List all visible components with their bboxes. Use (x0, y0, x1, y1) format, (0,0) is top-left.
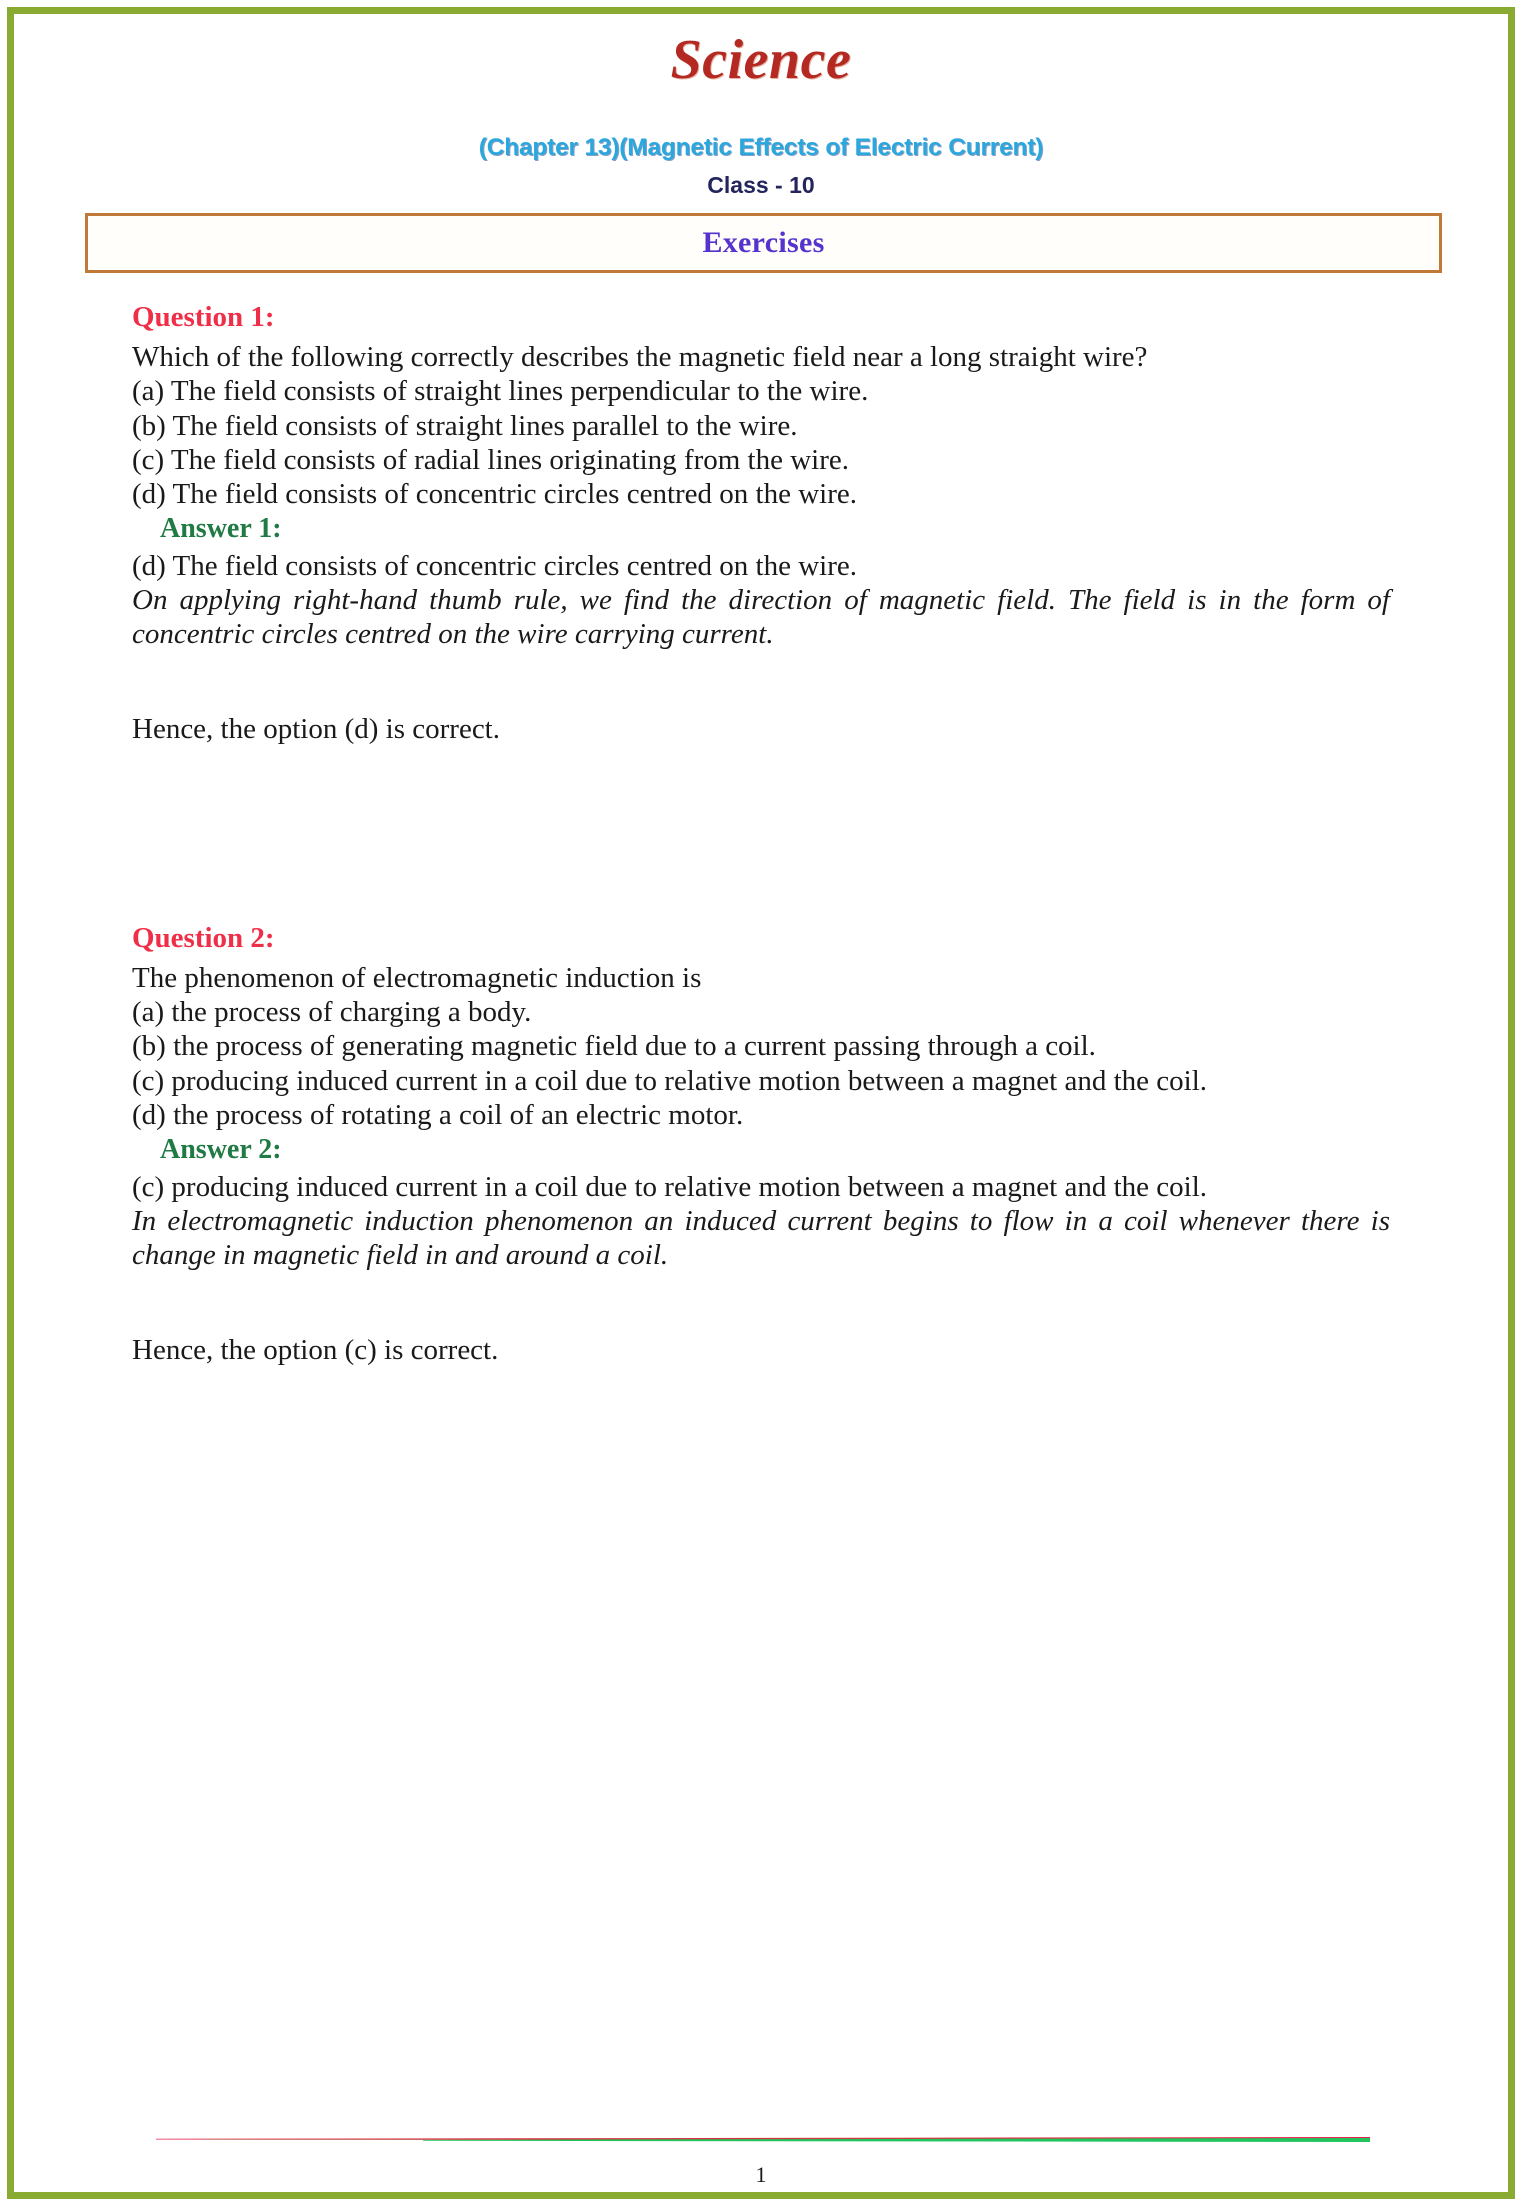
question-1-option-c: (c) The field consists of radial lines originating from the wire. (132, 443, 850, 476)
page-title: Science (670, 29, 852, 91)
question-2-option-b: (b) the process of generating magnetic field due to a current passing through a coil. (132, 1030, 1096, 1063)
answer-1-choice: (d) The field consists of concentric circles centred on the wire. (132, 550, 857, 583)
answer-1-conclusion: Hence, the option (d) is correct. (132, 712, 500, 745)
question-1-heading: Question 1: (132, 301, 275, 333)
question-2-heading: Question 2: (132, 921, 275, 954)
question-1-option-a: (a) The field consists of straight lines perpendicular to the wire. (132, 375, 869, 408)
page-footer (0, 2132, 1522, 2188)
question-1-option-d: (d) The field consists of concentric circles centred on the wire. (132, 477, 857, 510)
answer-2-explanation: In electromagnetic induction phenomenon an induced current begins to flow in a coil whenever there is change in magnetic field in and around a coil. (132, 1205, 1390, 1272)
class-subtitle: Class - 10 (707, 172, 815, 198)
section-spacer (132, 746, 1390, 894)
answer-2-conclusion: Hence, the option (c) is correct. (132, 1333, 499, 1366)
chapter-subtitle: (Chapter 13)(Magnetic Effects of Electric Current) (478, 134, 1044, 161)
question-block-1 (132, 299, 1390, 746)
question-2-stem: The phenomenon of electromagnetic induction is (132, 962, 702, 995)
question-1-stem: Which of the following correctly describes the magnetic field near a long straight wire? (132, 341, 1148, 374)
answer-2-choice: (c) producing induced current in a coil due to relative motion between a magnet and the coil. (132, 1170, 1208, 1203)
answer-1-heading: Answer 1: (160, 513, 282, 545)
page-number: 1 (755, 2162, 767, 2187)
exercises-section-box (85, 213, 1442, 273)
question-1-option-b: (b) The field consists of straight lines parallel to the wire. (132, 409, 798, 442)
question-2-option-d: (d) the process of rotating a coil of an electric motor. (132, 1098, 744, 1131)
footer-decorative-rule (156, 2132, 1370, 2146)
question-2-option-a: (a) the process of charging a body. (132, 996, 532, 1029)
answer-2-heading: Answer 2: (160, 1134, 282, 1166)
answer-1-explanation: On applying right-hand thumb rule, we find the direction of magnetic field. The field is in the form of concentric circles centred on the wire carrying current. (132, 584, 1390, 651)
exercises-heading: Exercises (702, 226, 825, 259)
question-2-option-c: (c) producing induced current in a coil due to relative motion between a magnet and the coil. (132, 1064, 1208, 1097)
question-block-2 (132, 920, 1390, 1367)
